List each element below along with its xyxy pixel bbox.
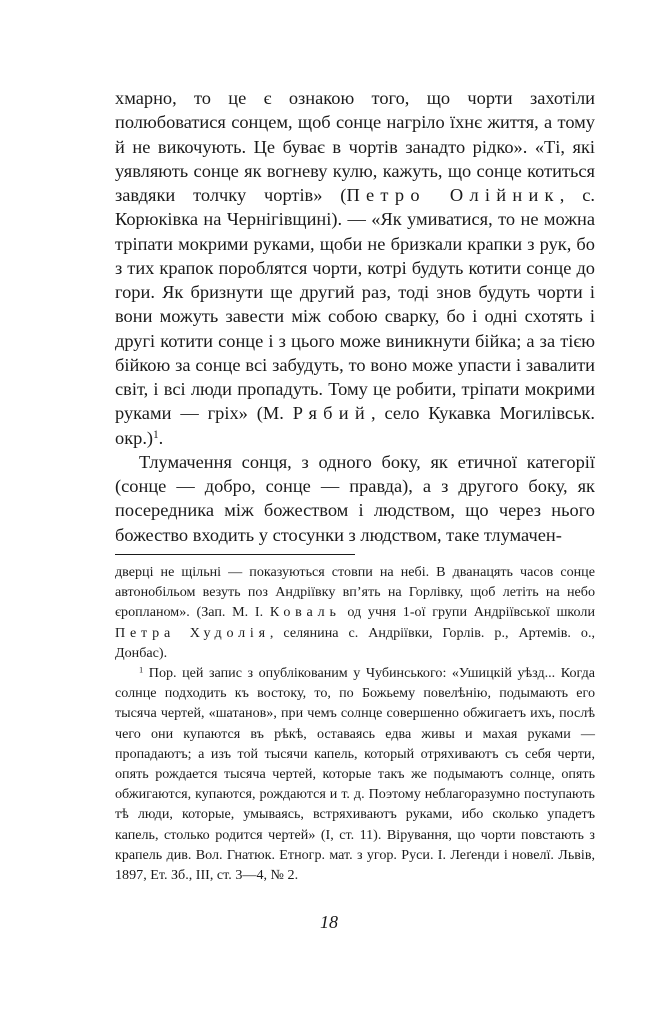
page-number: 18 bbox=[320, 912, 338, 932]
footnote-1-number: 1 bbox=[139, 664, 144, 675]
footnotes bbox=[115, 562, 595, 885]
paragraph-1-end: . bbox=[158, 427, 164, 448]
footnote-divider bbox=[115, 554, 355, 555]
footnote-1-text: Пор. цей запис з опублікованим у Чубинського: «Ушицкій уѣзд... Когда солнце подходить къ востоку, то, по Божьему повелѣнію, подымають его тысяча чертей, «шатанов», при чемъ солнце совершенно обжигаетъ ихъ, послѣ чего они купаются въ рѣкѣ, оставаясь едва живы и махая руками — пропадаютъ; а изъ той тысячи капель, который отряхиваютъ съ себя черти, опять рождается тысяча чертей, которые такъ же подымаютъ солнце, опять обжигаются, купаются, рождаются и т. д. Поэтому неблагоразумно поступають тѣ люди, которые, умываясь, встряхиваютъ руками, ибо сколько упадетъ капель, столько родится чертей» (І, ст. 11). Вірування, що чорти повстають з крапель див. Вол. Гнатюк. Етногр. мат. з угор. Руси. І. Леґенди і новелї. Львів, 1897, Ет. Зб., III, ст. 3—4, № 2. bbox=[115, 665, 595, 884]
footnote-reference[interactable]: 1 bbox=[153, 428, 159, 441]
paragraph-2: Тлумачення сонця, з одного боку, як етичної категорії (сонце — добро, сонце — правда), а з другого боку, як посередника між божеством і людством, що через нього божество входить у стосунки з людством, таке тлумачен- bbox=[115, 451, 595, 545]
spaced-author-name: Рябий bbox=[292, 403, 371, 424]
paragraph-1 bbox=[115, 86, 595, 450]
footnote-0-part-b: од учня 1-ої групи Андріївської школи bbox=[340, 604, 595, 621]
footnote-0-part-c: , селянина с. Андріївки, Горлів. р., Артемів. о., Донбас). bbox=[115, 624, 595, 661]
spaced-author-name: Коваль bbox=[269, 604, 341, 621]
footnote-continuation bbox=[115, 562, 595, 663]
spaced-author-name: Петро Олійник bbox=[346, 185, 560, 205]
footnote-0-part-a: дверці не щільні — показуються стовпи на небі. В дванацять часов сонце автонобільом везуть поз Андріївку вп’ять на Горлівку, щоб летіть на небо єропланом». (Зап. М. І. bbox=[115, 564, 595, 621]
footnote-1 bbox=[115, 663, 595, 885]
spaced-author-name: Петра Худолія bbox=[115, 624, 270, 641]
paragraph-1-part-b: , с. Корюківка на Чернігівщині). — «Як умиватися, то не можна тріпати мокрими руками, щоби не бризкали крапки з рук, бо з тих крапок пороблятся чорти, котрі будуть котити сонце до гори. Як бризнути ще другий раз, тоді знов будуть чорти і вони можуть завести між собою сварку, бо і одні схотять і другі котити сонце і з цього може виникнути бійка; а за тією бійкою за сонце всі забудуть, то воно може упасти і завалити світ, і всі люди пропадуть. Тому це робити, тріпати мокрими руками — гріх» (М. bbox=[115, 185, 595, 424]
paragraph-1-part-c: , село Кукавка Могилівськ. окр.) bbox=[115, 403, 595, 448]
main-text bbox=[115, 86, 595, 547]
paragraph-1-part-a: хмарно, то це є ознакою того, що чорти захотіли полюбоватися сонцем, щоб сонце нагріло їхнє життя, а тому й не викочують. Це буває в чортів занадто рідко». «Ті, які уявляють сонце як вогневу кулю, кажуть, що сонце котиться завдяки толчку чортів» ( bbox=[115, 88, 595, 205]
